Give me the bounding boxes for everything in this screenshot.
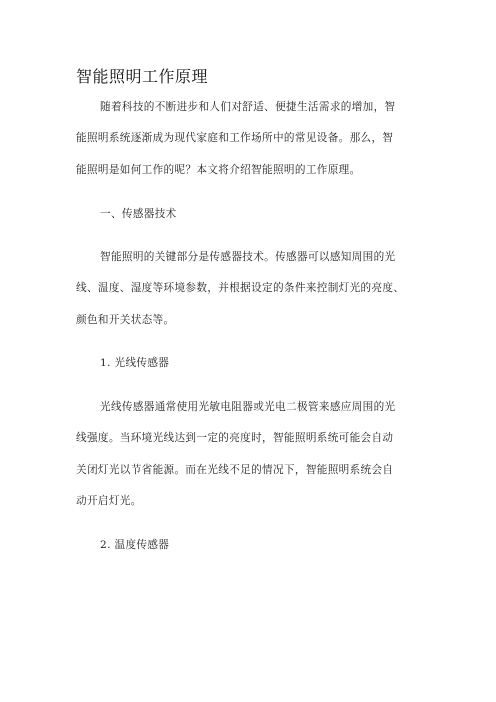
subsection-heading-light-sensor: 1. 光线传感器	[100, 357, 170, 369]
section-heading-sensors: 一、传感器技术	[100, 208, 177, 220]
document-title: 智能照明工作原理	[76, 67, 209, 86]
section1-line-2: 线、温度、湿度等环境参数，并根据设定的条件来控制灯光的亮度、	[76, 282, 405, 294]
intro-line-1: 随着科技的不断进步和人们对舒适、便捷生活需求的增加，智	[100, 101, 396, 113]
subsection-heading-temperature-sensor: 2. 温度传感器	[100, 539, 170, 551]
subsection1-line-1: 光线传感器通常使用光敏电阻器或光电二极管来感应周围的光	[100, 401, 396, 413]
intro-line-2: 能照明系统逐渐成为现代家庭和工作场所中的常见设备。那么，智	[76, 132, 394, 144]
subsection1-line-3: 关闭灯光以节省能源。而在光线不足的情况下，智能照明系统会自	[76, 464, 394, 476]
intro-line-3: 能照明是如何工作的呢？本文将介绍智能照明的工作原理。	[76, 164, 361, 176]
subsection1-line-2: 线强度。当环境光线达到一定的亮度时，智能照明系统可能会自动	[76, 432, 394, 444]
section1-line-1: 智能照明的关键部分是传感器技术。传感器可以感知周围的光	[100, 251, 396, 263]
subsection1-line-4: 动开启灯光。	[76, 495, 142, 507]
section1-line-3: 颜色和开关状态等。	[76, 314, 175, 326]
